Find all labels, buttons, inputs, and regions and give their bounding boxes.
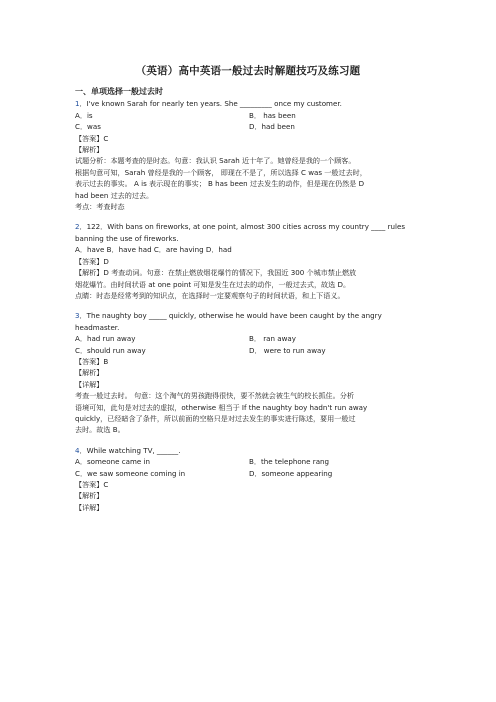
question-4-detail-label: 【详解】 bbox=[75, 502, 104, 512]
question-1-point: 考点：考查时态 bbox=[75, 202, 125, 212]
question-2-analysis-line-2: 烟花爆竹。由时间状语 at one point 可知是发生在过去的动作，一般过去式，故选 D。 bbox=[75, 279, 351, 289]
question-3-detail-line-3: quickly，已经暗含了条件，所以前面的空格只是对过去发生的事实进行陈述，要用一般过 bbox=[75, 413, 356, 423]
question-2-analysis-line-1: 【解析】D 考查动词。句意：在禁止燃放烟花爆竹的情况下，我国近 300 个城市禁止燃放 bbox=[75, 268, 357, 278]
question-2-answer: 【答案】D bbox=[75, 256, 109, 266]
question-3-option-a: A．had run away bbox=[75, 334, 136, 344]
question-4-option-b: B．the telephone rang bbox=[249, 457, 330, 467]
question-1-text: ．I've known Sarah for nearly ten years. She _________ once my customer. bbox=[79, 99, 342, 109]
question-3-option-d: D． were to run away bbox=[249, 345, 326, 355]
question-2-number: 2 bbox=[75, 222, 80, 232]
question-1-options-row-2 bbox=[75, 121, 423, 132]
question-3-analysis-label: 【解析】 bbox=[75, 368, 104, 378]
question-3-number: 3 bbox=[75, 311, 80, 321]
question-1-option-c: C．was bbox=[75, 122, 101, 132]
question-4 bbox=[75, 445, 423, 513]
question-1-option-a: A．is bbox=[75, 110, 93, 120]
question-1-analysis-line-3: 表示过去的事实。 A is 表示现在的事实； B has been 过去发生的动作，但是现在仍然是 D bbox=[75, 179, 365, 189]
question-3-detail-label: 【详解】 bbox=[75, 379, 104, 389]
question-3-option-b: B． ran away bbox=[249, 334, 296, 344]
question-4-options-row-1 bbox=[75, 456, 423, 467]
question-4-number: 4 bbox=[75, 445, 80, 455]
question-3 bbox=[75, 310, 423, 435]
question-3-options-row-1 bbox=[75, 333, 423, 344]
question-3-stem-line-1 bbox=[75, 310, 423, 321]
question-4-option-d: D．someone appearing bbox=[249, 468, 333, 478]
question-4-answer: 【答案】C bbox=[75, 480, 109, 489]
question-3-detail-line-4: 去时。故选 B。 bbox=[75, 425, 125, 435]
question-2-stem-line-2: banning the use of fireworks. bbox=[75, 233, 179, 243]
question-1-stem bbox=[75, 98, 423, 109]
question-3-options-row-2 bbox=[75, 345, 423, 356]
question-1-number: 1 bbox=[75, 99, 80, 109]
document-content bbox=[75, 86, 423, 513]
question-3-stem-line-2: headmaster. bbox=[75, 322, 120, 332]
question-1-analysis-line-2: 根据句意可知，Sarah 曾经是我的一个顾客， 即现在不是了，所以选择 C was 一般过去时， bbox=[75, 167, 367, 177]
question-4-text: ．While watching TV, ______. bbox=[79, 445, 181, 455]
question-2-text-1: ．122．With bans on fireworks, at one point, almost 300 cities across my country ____ rules bbox=[79, 222, 406, 232]
question-3-detail-line-2: 语境可知，此句是对过去的虚拟，otherwise 相当于 If the naughty boy hadn't run away bbox=[75, 402, 368, 412]
question-2-options: A．have B．have had C．are having D．had bbox=[75, 245, 232, 255]
question-1-analysis-line-4: had been 过去的过去。 bbox=[75, 190, 154, 200]
question-3-answer: 【答案】B bbox=[75, 356, 109, 366]
section-heading: 一、单项选择一般过去时 bbox=[75, 87, 163, 96]
question-1-options-row-1 bbox=[75, 110, 423, 121]
question-1-option-d: D．had been bbox=[249, 122, 295, 132]
question-4-stem bbox=[75, 445, 423, 456]
question-2-stem-line-1 bbox=[75, 221, 423, 232]
document-title: （英语）高中英语一般过去时解题技巧及练习题 bbox=[135, 65, 361, 77]
question-3-option-c: C．should run away bbox=[75, 345, 146, 355]
question-1-option-b: B． has been bbox=[249, 110, 296, 120]
question-4-option-a: A．someone came in bbox=[75, 457, 150, 467]
question-3-text-1: ．The naughty boy _____ quickly, otherwise he would have been caught by the angry bbox=[79, 311, 382, 321]
question-1-answer: 【答案】C bbox=[75, 133, 109, 143]
question-2 bbox=[75, 221, 423, 301]
question-1-analysis-label: 【解析】 bbox=[75, 145, 104, 155]
question-4-option-c: C．we saw someone coming in bbox=[75, 468, 186, 478]
question-4-analysis-label: 【解析】 bbox=[75, 491, 104, 501]
question-4-options-row-2 bbox=[75, 468, 423, 479]
question-1-analysis-line-1: 试题分析：本题考查的是时态。句意：我认识 Sarah 近十年了。她曾经是我的一个顾客。 bbox=[75, 156, 356, 166]
question-1 bbox=[75, 98, 423, 212]
question-2-comment: 点睛：时态是经常考到的知识点，在选择时一定要观察句子的时间状语，和上下语义。 bbox=[75, 290, 345, 300]
question-3-detail-line-1: 考查一般过去时。 句意：这个淘气的男孩跑得很快，要不然就会被生气的校长抓住。分析 bbox=[75, 391, 354, 401]
